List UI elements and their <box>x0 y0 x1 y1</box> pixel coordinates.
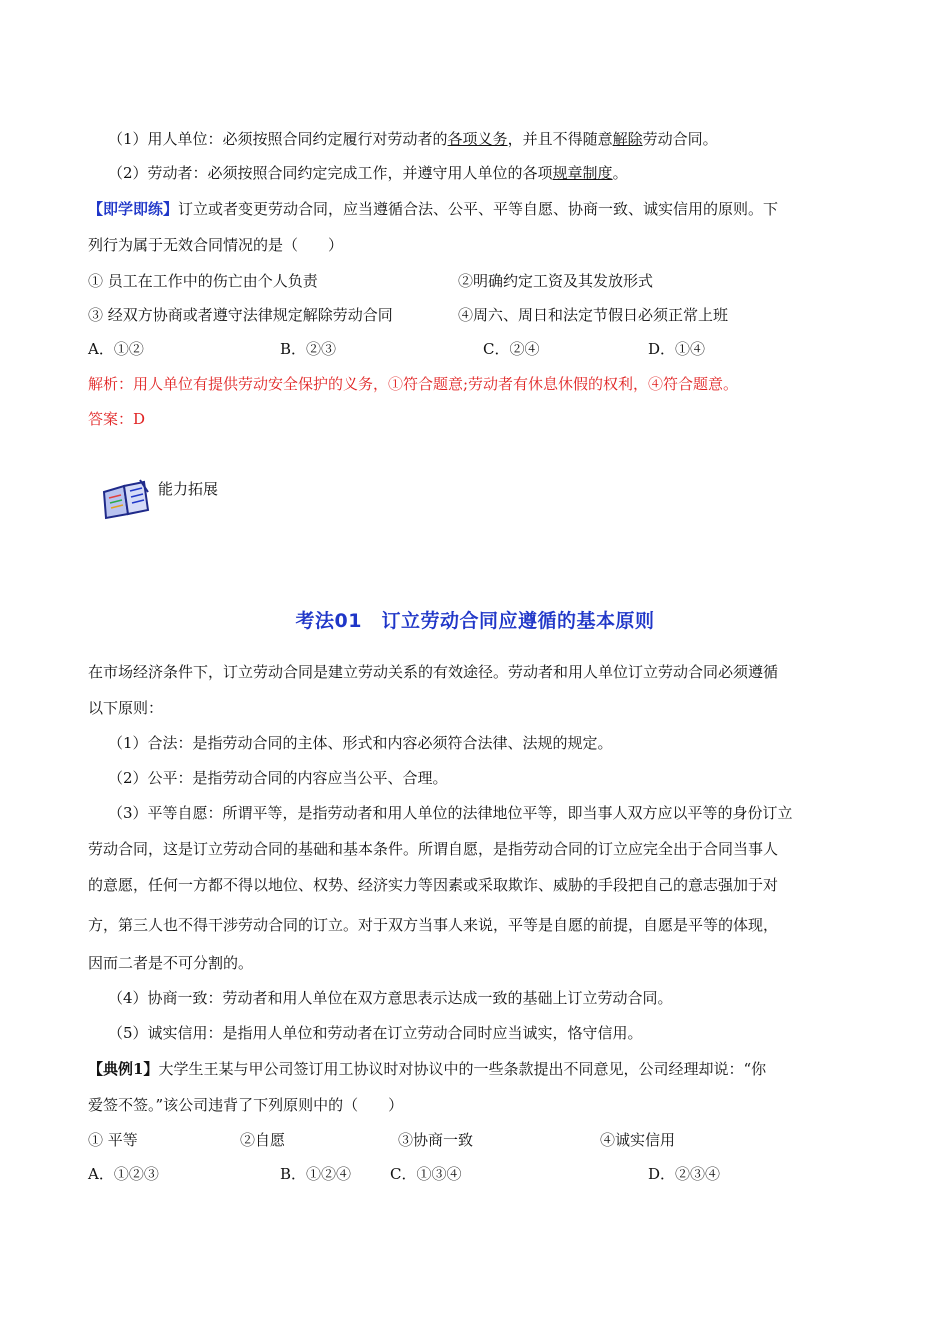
text: 。 <box>612 164 628 182</box>
principle-consensus: （4）协商一致：劳动者和用人单位在双方意思表示达成一致的基础上订立劳动合同。 <box>108 989 673 1007</box>
example-choice-c: C．①③④ <box>390 1165 462 1183</box>
example-option-2: ②自愿 <box>240 1131 286 1149</box>
principle-equal-voluntary-cont: 的意愿，任何一方都不得以地位、权势、经济实力等因素或采取欺诈、威胁的手段把自己的意志强加于对 <box>88 876 779 894</box>
practice-choice-c: C．②④ <box>483 340 540 358</box>
underlined-text: 规章制度 <box>552 164 613 182</box>
section-heading: 考法01 订立劳动合同应遵循的基本原则 <box>295 610 655 632</box>
open-book-icon <box>100 478 152 522</box>
practice-choice-a: A．①② <box>88 340 144 358</box>
practice-option-2: ②明确约定工资及其发放形式 <box>458 272 654 290</box>
underlined-text: 各项义务 <box>447 130 508 148</box>
example-question-stem-cont: 爱签不签。”该公司违背了下列原则中的（ ） <box>88 1096 404 1114</box>
example-choice-d: D．②③④ <box>648 1165 721 1183</box>
example-question-stem <box>88 1058 862 1080</box>
underlined-text: 解除 <box>612 130 643 148</box>
principle-equal-voluntary: （3）平等自愿：所谓平等，是指劳动者和用人单位的法律地位平等，即当事人双方应以平等的身份订立 <box>108 804 793 822</box>
duty-employer-paragraph <box>108 128 862 150</box>
practice-option-4: ④周六、周日和法定节假日必须正常上班 <box>458 306 729 324</box>
practice-analysis: 解析：用人单位有提供劳动安全保护的义务，①符合题意;劳动者有休息休假的权利，④符合题意。 <box>88 375 739 393</box>
example-choice-a: A．①②③ <box>88 1165 159 1183</box>
principle-equal-voluntary-cont: 因而二者是不可分割的。 <box>88 954 254 972</box>
example-option-3: ③协商一致 <box>398 1131 474 1149</box>
principle-good-faith: （5）诚实信用：是指用人单位和劳动者在订立劳动合同时应当诚实，恪守信用。 <box>108 1024 643 1042</box>
practice-option-3: ③ 经双方协商或者遵守法律规定解除劳动合同 <box>88 306 393 324</box>
text: 劳动合同。 <box>642 130 718 148</box>
practice-choice-d: D．①④ <box>648 340 706 358</box>
practice-option-1: ① 员工在工作中的伤亡由个人负责 <box>88 272 318 290</box>
intro-paragraph-cont: 以下原则： <box>88 699 164 717</box>
text: （1）用人单位：必须按照合同约定履行对劳动者的 <box>108 130 448 148</box>
practice-answer: 答案：D <box>88 410 146 428</box>
principle-fair: （2）公平：是指劳动合同的内容应当公平、合理。 <box>108 769 448 787</box>
principle-equal-voluntary-cont: 劳动合同，这是订立劳动合同的基础和基本条件。所谓自愿，是指劳动合同的订立应完全出于合同当事人 <box>88 840 779 858</box>
example-option-1: ① 平等 <box>88 1131 138 1149</box>
duty-worker-paragraph <box>108 162 862 184</box>
principle-equal-voluntary-cont: 方，第三人也不得干涉劳动合同的订立。对于双方当事人来说，平等是自愿的前提，自愿是平等的体现， <box>88 916 779 934</box>
principle-legal: （1）合法：是指劳动合同的主体、形式和内容必须符合法律、法规的规定。 <box>108 734 613 752</box>
intro-paragraph: 在市场经济条件下，订立劳动合同是建立劳动关系的有效途径。劳动者和用人单位订立劳动合同必须遵循 <box>88 663 779 681</box>
practice-choice-b: B．②③ <box>280 340 337 358</box>
practice-question-stem-cont: 列行为属于无效合同情况的是（ ） <box>88 236 344 254</box>
text: ，并且不得随意 <box>507 130 613 148</box>
example-tag: 【典例1】 <box>88 1060 159 1078</box>
text: 大学生王某与甲公司签订用工协议时对协议中的一些条款提出不同意见，公司经理却说：“你 <box>158 1060 767 1078</box>
example-choice-b: B．①②④ <box>280 1165 352 1183</box>
text: 订立或者变更劳动合同，应当遵循合法、公平、平等自愿、协商一致、诚实信用的原则。下 <box>178 200 779 218</box>
practice-tag: 【即学即练】 <box>88 200 179 218</box>
section-icon-label: 能力拓展 <box>158 480 219 498</box>
practice-question-stem <box>88 198 862 220</box>
text: （2）劳动者：必须按照合同约定完成工作，并遵守用人单位的各项 <box>108 164 553 182</box>
example-option-4: ④诚实信用 <box>600 1131 676 1149</box>
